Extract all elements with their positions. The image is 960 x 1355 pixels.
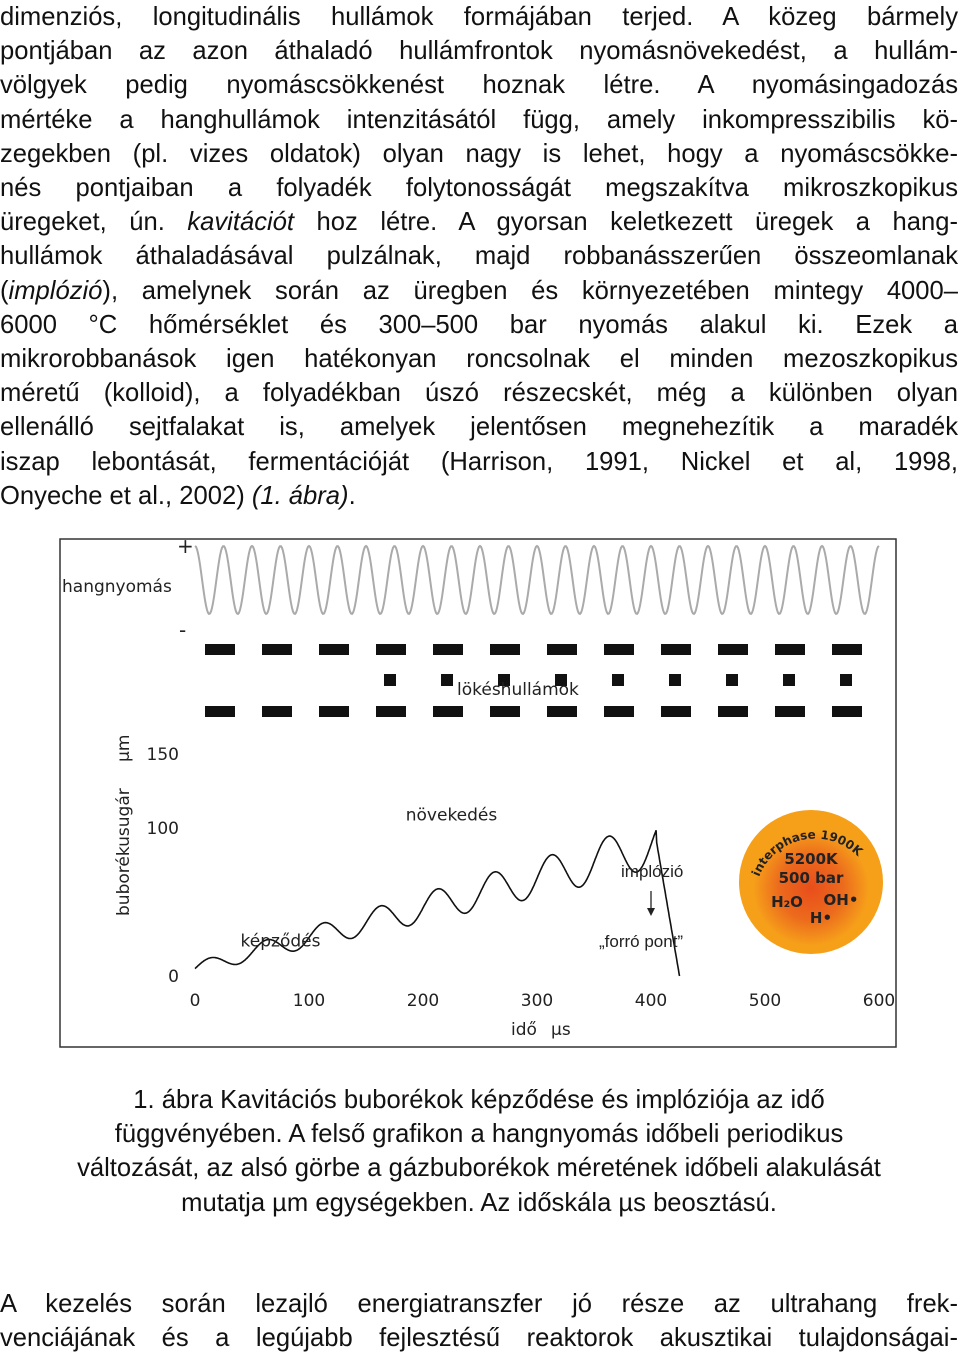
shock-wave-bar-bottom [433,706,463,717]
figure-reference: (1. ábra) [251,481,349,510]
caption-line: változását, az alsó görbe a gázbuborékok méretének időbeli alakulását [77,1154,881,1183]
shock-wave-bar-bottom [775,706,805,717]
shock-wave-bar-top [832,644,862,655]
species-hydroxyl: OH• [823,891,859,909]
text-line: hullámok áthaladásával pulzálnak, majd robbanásszerűen összeomlanak [0,242,958,271]
y-tick-label: 100 [146,819,179,839]
y-tick-label: 0 [168,967,179,987]
shock-wave-bar-top [661,644,691,655]
shock-waves-label: lökéshullámok [457,680,579,700]
shock-wave-bar-bottom [604,706,634,717]
species-water: H₂O [771,893,803,911]
species-hydrogen: H• [809,909,833,927]
text-line: 6000 °C hőmérséklet és 300–500 bar nyomás alakul ki. Ezek a [0,310,958,339]
hot-spot-arc-label: interphase 1900K [748,827,866,879]
hot-spot-diagram [739,810,883,954]
shock-wave-bar-top [604,644,634,655]
figure-frame [60,539,896,1047]
body-paragraph-1 [0,0,958,513]
figure-canvas [59,538,897,1048]
shock-wave-bar-top [490,644,520,655]
text-line: ellenálló sejtfalakat is, amelyek jelentősen megnehezítik a maradék [0,413,958,442]
text-line: pontjában az azon áthaladó hullámfrontok nyomásnövekedést, a hullám- [0,37,958,66]
shock-wave-bar-top [319,644,349,655]
shock-wave-dot [669,674,681,686]
shock-wave-dot [441,674,453,686]
caption-line: függvényében. A felső grafikon a hangnyomás időbeli periodikus [114,1120,844,1149]
term-kavitacio: kavitációt [187,208,295,237]
shock-wave-bar-bottom [205,706,235,717]
text-line: mikrorobbanások igen hatékonyan roncsolnak el minden mezoszkopikus [0,345,958,374]
chart-annotation: képződés [240,931,321,952]
plus-sign: + [177,538,194,558]
shock-wave-bar-bottom [376,706,406,717]
body-paragraph-2 [0,1287,958,1355]
x-tick-label: 0 [189,991,201,1011]
shock-wave-bar-top [433,644,463,655]
minus-sign: - [179,618,187,642]
hot-spot-label: „forró pont” [599,932,684,951]
text-line: mértéke a hanghullámok intenzitásától függ, amely inkompresszibilis kö- [0,105,958,134]
shock-wave-bar-bottom [319,706,349,717]
shock-wave-bar-top [205,644,235,655]
chart-annotation: növekedés [405,805,498,826]
y-tick-label: 150 [146,745,179,765]
text-line: méretű (kolloid), a folyadékban úszó részecskét, még a különben olyan [0,379,958,408]
shock-wave-dot [783,674,795,686]
shock-wave-bar-top [376,644,406,655]
x-tick-label: 200 [406,991,440,1011]
caption-line: mutatja µm egységekben. Az időskála µs beosztású. [181,1188,777,1217]
y-axis-label: buborékusugár [114,788,134,916]
text-line: (implózió), amelynek során az üregben és környezetében mintegy 4000– [0,276,958,305]
term-implozio: implózió [8,276,103,305]
hot-spot-temperature: 5200K [784,850,838,868]
shock-wave-bar-top [718,644,748,655]
shock-wave-bar-bottom [661,706,691,717]
shock-wave-dot [612,674,624,686]
implosion-label: implózió [621,862,684,881]
shock-wave-bar-bottom [490,706,520,717]
text-line: Onyeche et al., 2002) (1. ábra). [0,481,356,510]
shock-wave-dot [726,674,738,686]
hot-spot-pressure: 500 bar [778,869,844,887]
shock-wave-dot [840,674,852,686]
text-line: völgyek pedig nyomáscsökkenést hoznak létre. A nyomásingadozás [0,71,958,100]
x-axis-label: idő [511,1020,537,1040]
x-tick-label: 500 [748,991,782,1011]
shock-wave-bar-top [547,644,577,655]
shock-wave-bar-bottom [547,706,577,717]
x-tick-label: 400 [634,991,668,1011]
text-line: iszap lebontását, fermentációját (Harrison, 1991, Nickel et al, 1998, [0,447,958,476]
sound-pressure-label: hangnyomás [62,577,172,597]
text-line: A kezelés során lezajló energiatranszfer jó része az ultrahang frek- [0,1290,958,1318]
x-tick-label: 100 [292,991,326,1011]
caption-line: 1. ábra Kavitációs buborékok képződése és implóziója az idő [133,1086,825,1114]
x-tick-label: 300 [520,991,554,1011]
text-line: nés pontjaiban a folyadék folytonosságát megszakítva mikroszkopikus [0,174,958,203]
y-axis-unit: µm [114,734,134,762]
shock-wave-bar-bottom [262,706,292,717]
x-tick-label: 600 [862,991,896,1011]
shock-wave-bar-bottom [718,706,748,717]
figure-caption [0,1083,958,1220]
text-line: üregeket, ún. kavitációt hoz létre. A gyorsan keletkezett üregek a hang- [0,208,958,237]
x-axis-unit: µs [551,1020,571,1040]
text-line: venciájának és a legújabb fejlesztésű reaktorok akusztikai tulajdonságai- [0,1324,958,1353]
figure-cavitation [59,538,897,1048]
shock-wave-bar-top [262,644,292,655]
text-line: zegekben (pl. vizes oldatok) olyan nagy is lehet, hogy a nyomáscsökke- [0,139,958,168]
shock-wave-dot [384,674,396,686]
text-line: dimenziós, longitudinális hullámok formájában terjed. A közeg bármely [0,3,958,31]
shock-wave-bar-top [775,644,805,655]
shock-wave-bar-bottom [832,706,862,717]
